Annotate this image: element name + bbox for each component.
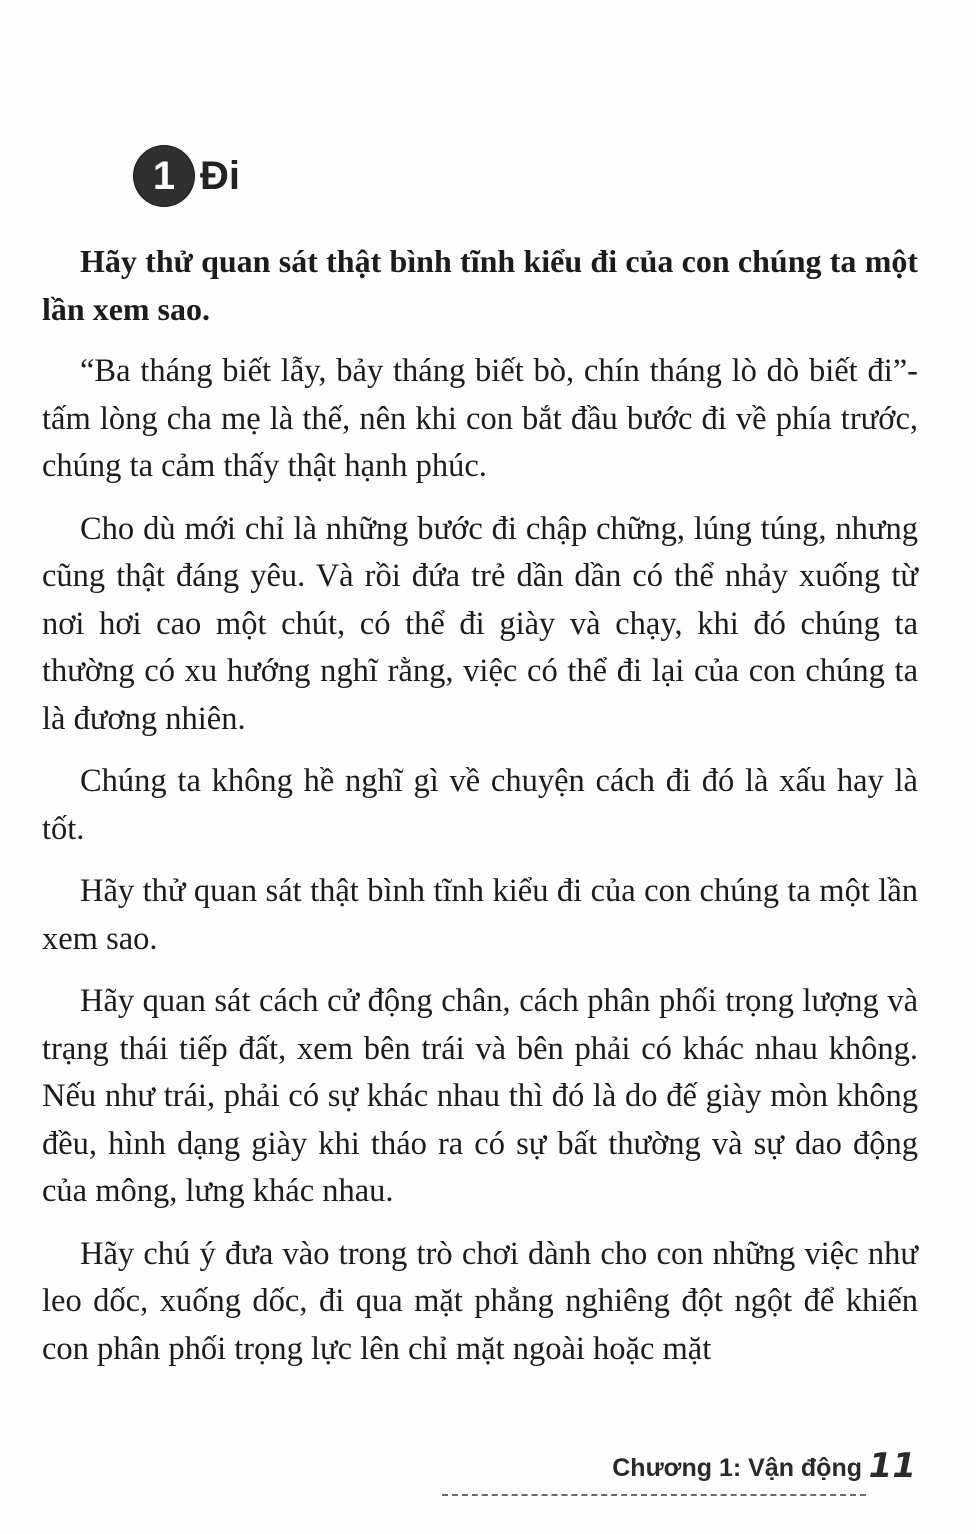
paragraph: “Ba tháng biết lẫy, bảy tháng biết bò, chín tháng lò dò biết đi”- tấm lòng cha mẹ là thế, nên khi con bắt đầu bước đi về phía trước, chúng ta cảm thấy thật hạnh phúc. xyxy=(42,353,918,484)
paragraph: Cho dù mới chỉ là những bước đi chập chững, lúng túng, nhưng cũng thật đáng yêu. Và rồi đứa trẻ dần dần có thể nhảy xuống từ nơi hơi cao một chút, có thể đi giày và chạy, khi đó chúng ta thường có xu hướng nghĩ rằng, việc có thể đi lại của con chúng ta là đương nhiên. xyxy=(42,510,918,737)
page-footer xyxy=(440,1448,920,1508)
section-title: Đi xyxy=(200,153,240,198)
section-number-badge: 1 xyxy=(134,146,194,206)
page-number: 11 xyxy=(868,1446,916,1486)
paragraph: Chúng ta không hề nghĩ gì về chuyện cách đi đó là xấu hay là tốt. xyxy=(42,763,918,847)
lead-paragraph: Hãy thử quan sát thật bình tĩnh kiểu đi của con chúng ta một lần xem sao. xyxy=(42,243,918,327)
body-text xyxy=(42,238,918,1388)
paragraph: Hãy thử quan sát thật bình tĩnh kiểu đi của con chúng ta một lần xem sao. xyxy=(42,873,918,957)
paragraph: Hãy quan sát cách cử động chân, cách phân phối trọng lượng và trạng thái tiếp đất, xem bên trái và bên phải có khác nhau không. Nếu như trái, phải có sự khác nhau thì đó là do đế giày mòn không đều, hình dạng giày khi tháo ra có sự bất thường và sự dao động của mông, lưng khác nhau. xyxy=(42,983,918,1209)
section-heading xyxy=(134,143,240,209)
footer-chapter-title: Chương 1: Vận động xyxy=(612,1454,862,1482)
footer-dashed-rule xyxy=(442,1494,866,1496)
paragraph: Hãy chú ý đưa vào trong trò chơi dành cho con những việc như leo dốc, xuống dốc, đi qua mặt phẳng nghiêng đột ngột để khiến con phân phối trọng lực lên chỉ mặt ngoài hoặc mặt xyxy=(42,1235,918,1367)
